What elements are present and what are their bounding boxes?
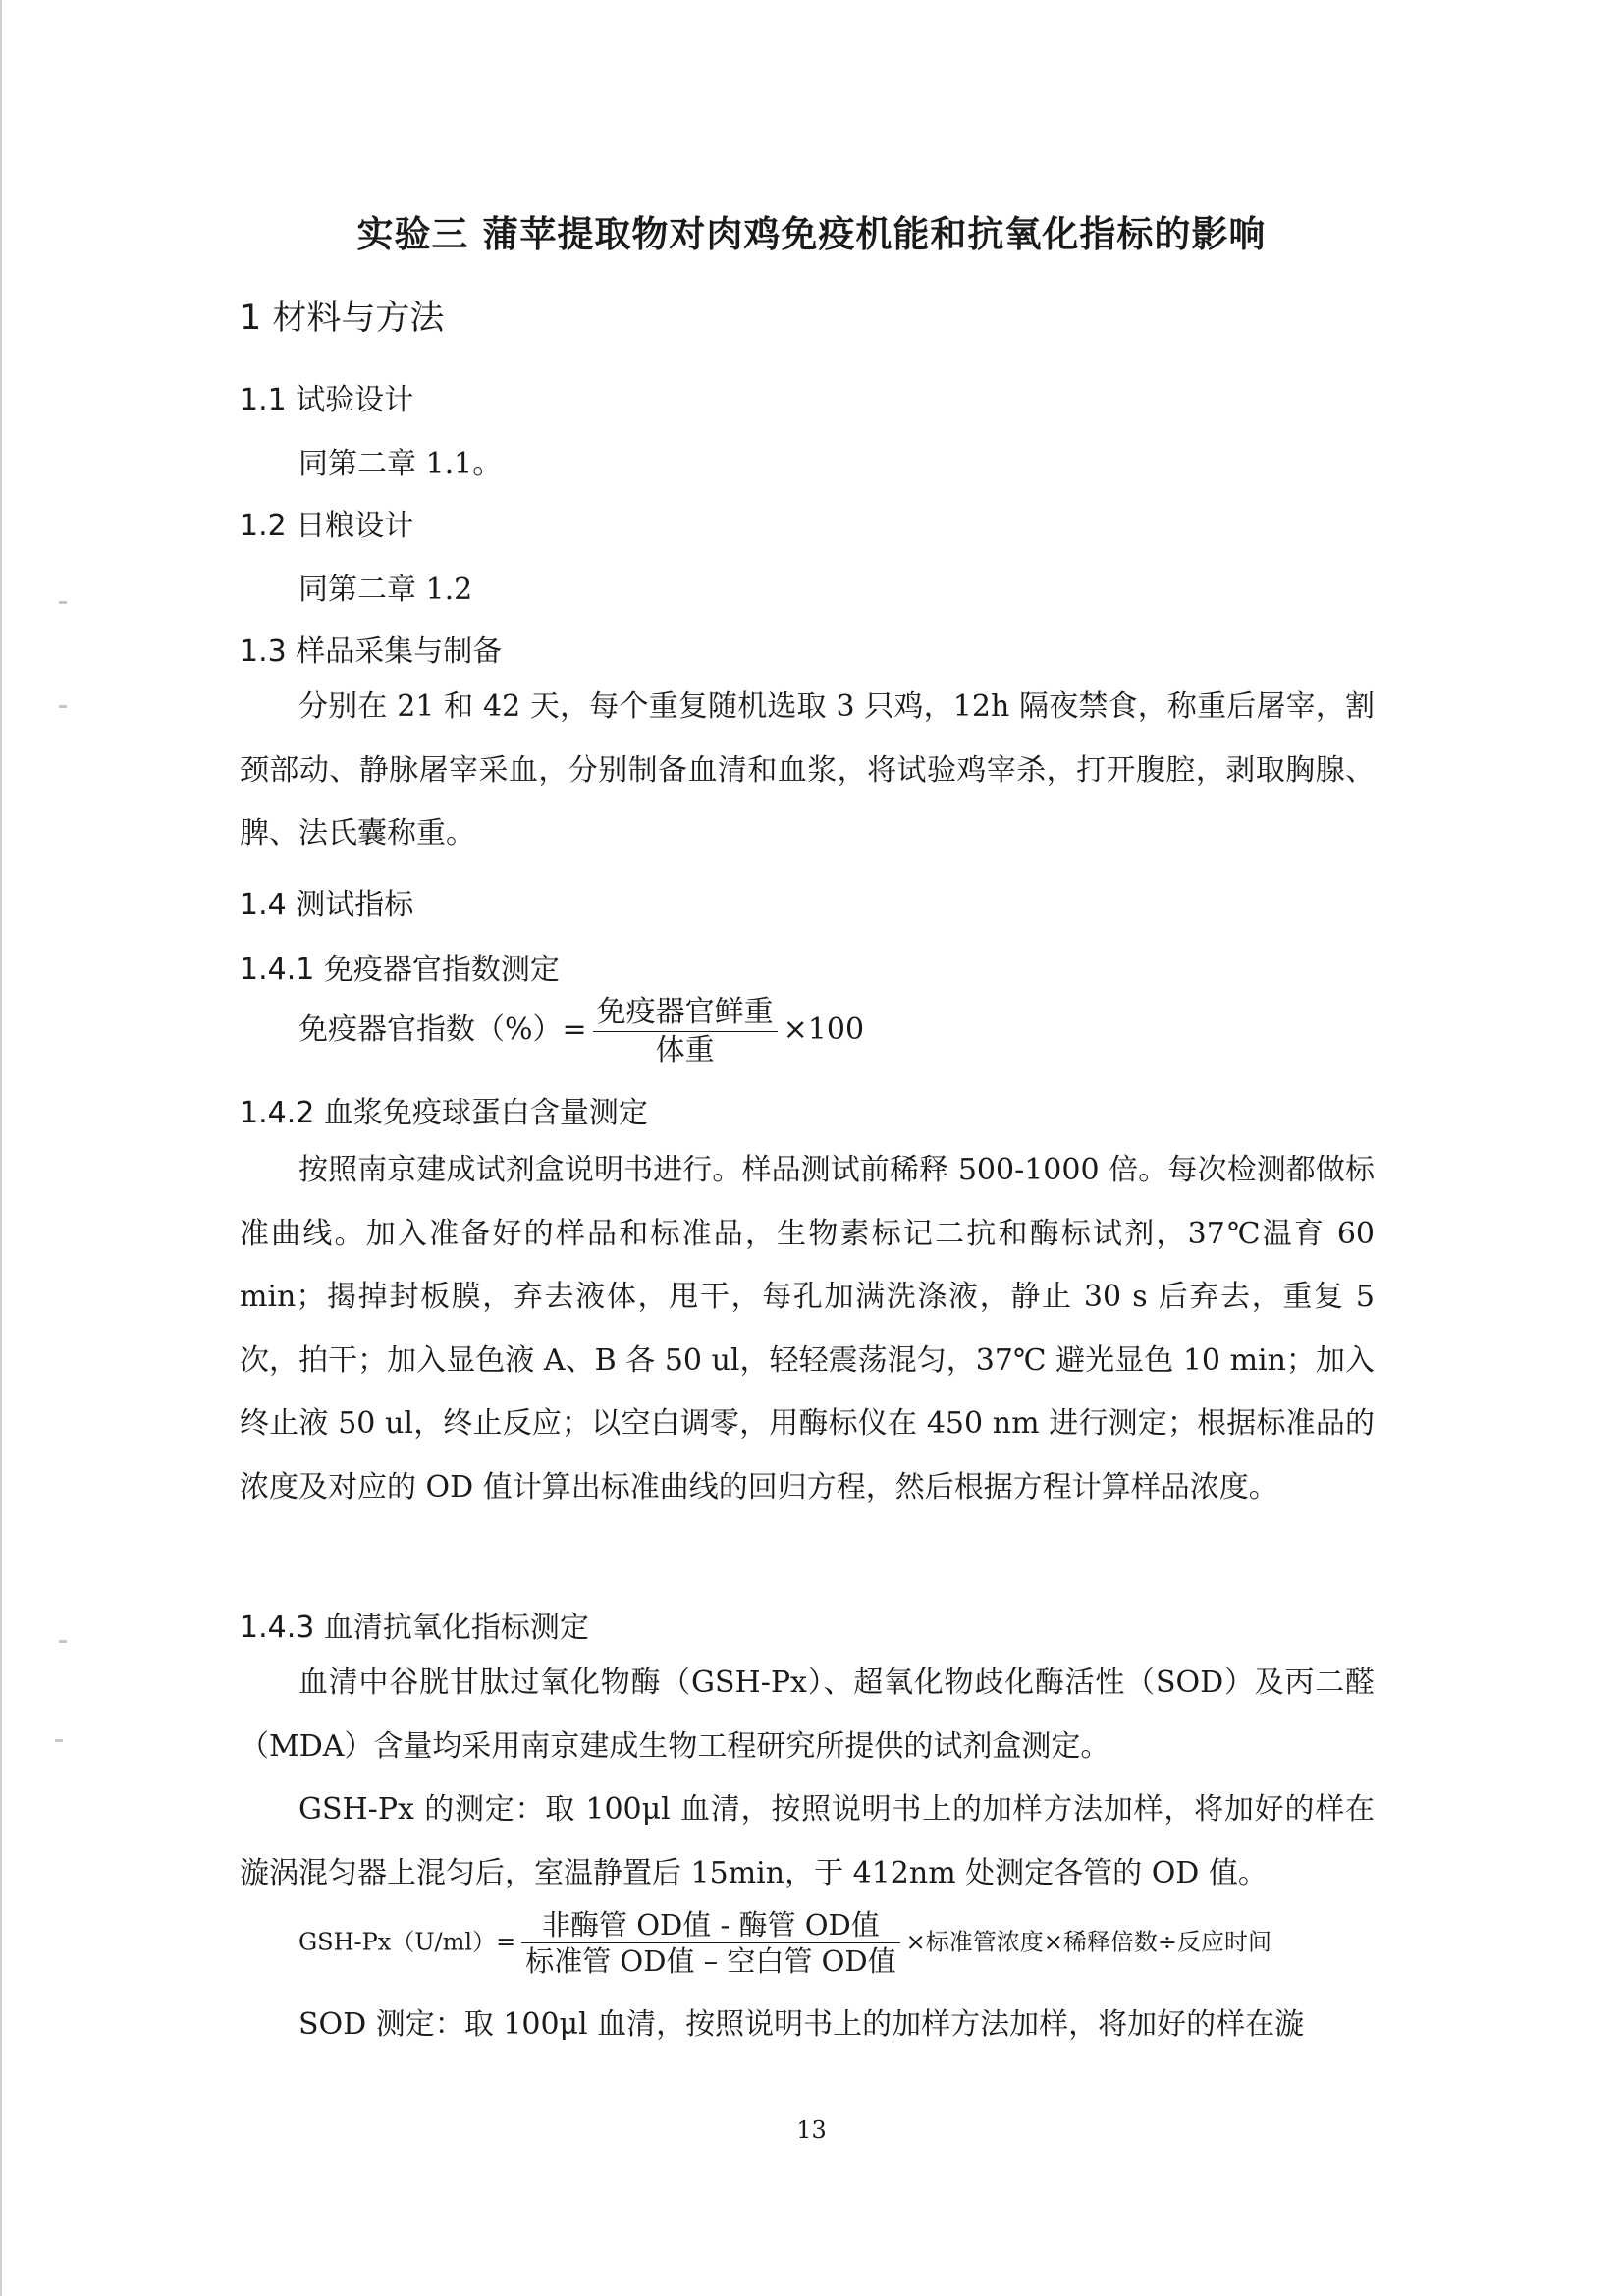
paragraph-1-4-2: 按照南京建成试剂盒说明书进行。样品测试前稀释 500-1000 倍。每次检测都做标准曲线。加入准备好的样品和标准品，生物素标记二抗和酶标试剂，37℃温育 60 min；揭掉封板膜，弃去液体，甩干，每孔加满洗涤液，静止 30 s 后弃去，重复 5 次，拍干；加入显色液 A、B 各 50 ul，轻轻震荡混匀，37℃ 避光显色 10 min；加入终止液 50 ul，终止反应；以空白调零，用酶标仪在 450 nm 进行测定；根据标准品的浓度及对应的 OD 值计算出标准曲线的回归方程，然后根据方程计算样品浓度。 <box>240 1153 1375 1504</box>
formula-denominator: 体重 <box>655 1032 715 1067</box>
scan-mark <box>55 1739 63 1742</box>
formula-fraction <box>593 994 778 1068</box>
paragraph-1-4-3-c: SOD 测定：取 100μl 血清，按照说明书上的加样方法加样，将加好的样在漩 <box>298 2007 1305 2042</box>
paragraph-1-4-3-a: 血清中谷胱甘肽过氧化物酶（GSH-Px）、超氧化物歧化酶活性（SOD）及丙二醛（MDA）含量均采用南京建成生物工程研究所提供的试剂盒测定。 <box>240 1666 1375 1764</box>
formula-rhs: ×100 <box>783 1012 865 1047</box>
paragraph-1-1: 同第二章 1.1。 <box>298 447 503 481</box>
page-title: 实验三 蒲苹提取物对肉鸡免疫机能和抗氧化指标的影响 <box>356 213 1267 255</box>
subsection-heading-1-4-3: 1.4.3 血清抗氧化指标测定 <box>240 1611 589 1645</box>
formula-numerator: 非酶管 OD值 - 酶管 OD值 <box>521 1907 899 1943</box>
immune-organ-index-formula <box>298 994 864 1068</box>
scan-mark <box>59 705 67 708</box>
formula-numerator: 免疫器官鲜重 <box>593 994 778 1032</box>
paragraph-1-3: 分别在 21 和 42 天，每个重复随机选取 3 只鸡，12h 隔夜禁食，称重后屠宰，割颈部动、静脉屠宰采血，分别制备血清和血浆，将试验鸡宰杀，打开腹腔，剥取胸腺、脾、法氏囊称重。 <box>240 689 1375 850</box>
subsection-heading-1-2: 1.2 日粮设计 <box>240 509 414 543</box>
scan-mark <box>59 1640 67 1643</box>
formula-lhs: 免疫器官指数（%）= <box>298 1012 587 1047</box>
subsection-heading-1-4-2: 1.4.2 血浆免疫球蛋白含量测定 <box>240 1096 648 1130</box>
formula-denominator: 标准管 OD值 – 空白管 OD值 <box>525 1944 896 1979</box>
formula-lhs: GSH-Px（U/ml）= <box>298 1928 516 1956</box>
page-edge <box>0 0 2 2296</box>
paragraph-1-2: 同第二章 1.2 <box>298 573 473 607</box>
formula-rhs: ×标准管浓度×稀释倍数÷反应时间 <box>905 1928 1271 1956</box>
scan-mark <box>59 601 67 604</box>
subsection-heading-1-4-1: 1.4.1 免疫器官指数测定 <box>240 953 560 987</box>
subsection-heading-1-1: 1.1 试验设计 <box>240 383 414 417</box>
page-number: 13 <box>796 2116 827 2144</box>
formula-fraction <box>521 1907 899 1980</box>
subsection-heading-1-3: 1.3 样品采集与制备 <box>240 634 503 669</box>
subsection-heading-1-4: 1.4 测试指标 <box>240 888 414 922</box>
paragraph-1-4-3-b: GSH-Px 的测定：取 100μl 血清，按照说明书上的加样方法加样，将加好的样在漩涡混匀器上混匀后，室温静置后 15min，于 412nm 处测定各管的 OD 值。 <box>240 1792 1375 1890</box>
section-heading: 1 材料与方法 <box>240 299 445 338</box>
gsh-px-formula <box>298 1907 1271 1980</box>
